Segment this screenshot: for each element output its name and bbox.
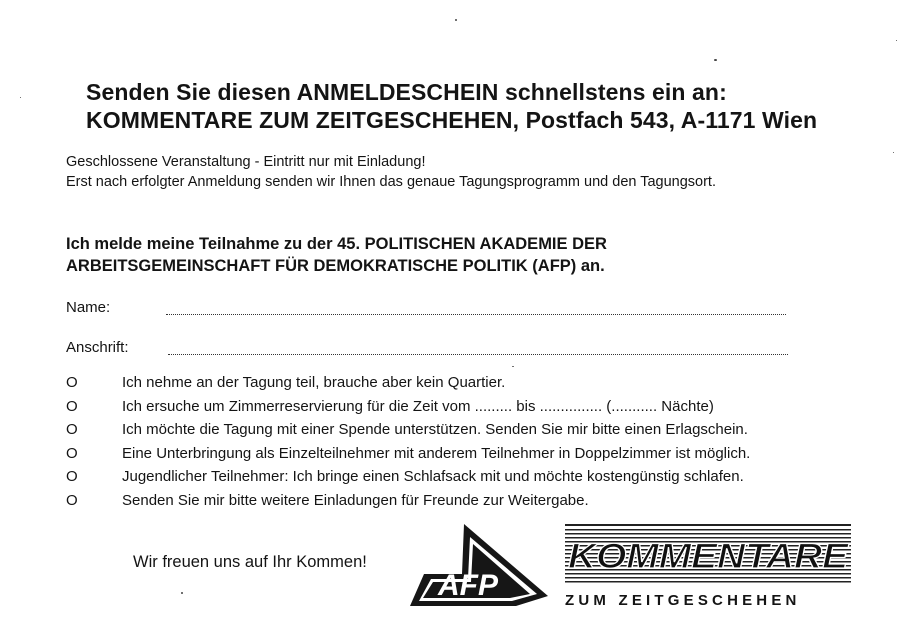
option-checkbox[interactable]: O	[66, 444, 78, 462]
kommentare-subtitle: ZUM ZEITGESCHEHEN	[565, 592, 801, 609]
option-checkbox[interactable]: O	[66, 374, 78, 391]
option-checkbox[interactable]: O	[66, 491, 78, 509]
option-text: Ich möchte die Tagung mit einer Spende unterstützen. Senden Sie mir bitte einen Erlagschein.	[122, 421, 748, 438]
scan-speck	[455, 19, 457, 21]
scan-speck	[896, 40, 897, 41]
option-text: Senden Sie mir bitte weitere Einladungen für Freunde zur Weitergabe.	[122, 491, 589, 509]
option-more-invitations[interactable]	[66, 492, 846, 516]
scan-speck	[20, 97, 21, 98]
scan-speck	[181, 592, 183, 594]
option-text: Ich ersuche um Zimmerreservierung für die Zeit vom ......... bis ............... (........... Nächte)	[122, 397, 714, 415]
scan-speck	[714, 59, 717, 61]
option-checkbox[interactable]: O	[66, 397, 78, 415]
header-line-1: Senden Sie diesen ANMELDESCHEIN schnellstens ein an:	[86, 79, 727, 105]
afp-logo-text: AFP	[438, 569, 498, 602]
option-checkbox[interactable]: O	[66, 421, 78, 438]
kommentare-band-icon	[565, 524, 851, 586]
name-label: Name:	[66, 299, 111, 316]
address-label: Anschrift:	[66, 339, 129, 356]
registration-declaration	[66, 233, 866, 277]
afp-arrow-icon	[404, 524, 554, 610]
name-dotted-line[interactable]	[166, 314, 786, 315]
scan-speck	[512, 366, 514, 367]
option-checkbox[interactable]: O	[66, 468, 78, 485]
option-no-accommodation[interactable]	[66, 374, 846, 398]
header-line-2: KOMMENTARE ZUM ZEITGESCHEHEN, Postfach 543, A-1171 Wien	[86, 107, 818, 133]
notice-line-2: Erst nach erfolgter Anmeldung senden wir Ihnen das genaue Tagungsprogramm und den Tagungsort.	[66, 174, 716, 190]
option-list	[66, 374, 846, 515]
address-field[interactable]	[66, 339, 786, 361]
declaration-line-1: Ich melde meine Teilnahme zu der 45. POLITISCHEN AKADEMIE DER	[66, 235, 607, 253]
option-shared-room[interactable]	[66, 445, 846, 469]
kommentare-title: KOMMENTARE	[568, 537, 850, 576]
closing-line: Wir freuen uns auf Ihr Kommen!	[133, 553, 367, 571]
notice-line-1: Geschlossene Veranstaltung - Eintritt nur mit Einladung!	[66, 154, 426, 170]
mailing-header	[86, 78, 876, 134]
kommentare-logo	[565, 524, 851, 614]
event-notice	[66, 152, 866, 192]
option-text: Jugendlicher Teilnehmer: Ich bringe einen Schlafsack mit und möchte kostengünstig schlafen.	[122, 468, 744, 485]
address-dotted-line[interactable]	[168, 354, 788, 355]
scan-speck	[893, 152, 894, 153]
name-field[interactable]	[66, 299, 786, 321]
option-room-reservation[interactable]	[66, 398, 846, 422]
option-youth-sleeping-bag[interactable]	[66, 468, 846, 492]
declaration-line-2: ARBEITSGEMEINSCHAFT FÜR DEMOKRATISCHE POLITIK (AFP) an.	[66, 257, 605, 275]
option-text: Ich nehme an der Tagung teil, brauche aber kein Quartier.	[122, 374, 506, 391]
option-donation[interactable]	[66, 421, 846, 445]
option-text: Eine Unterbringung als Einzelteilnehmer mit anderem Teilnehmer in Doppelzimmer ist möglich.	[122, 444, 751, 462]
afp-logo	[404, 524, 554, 610]
